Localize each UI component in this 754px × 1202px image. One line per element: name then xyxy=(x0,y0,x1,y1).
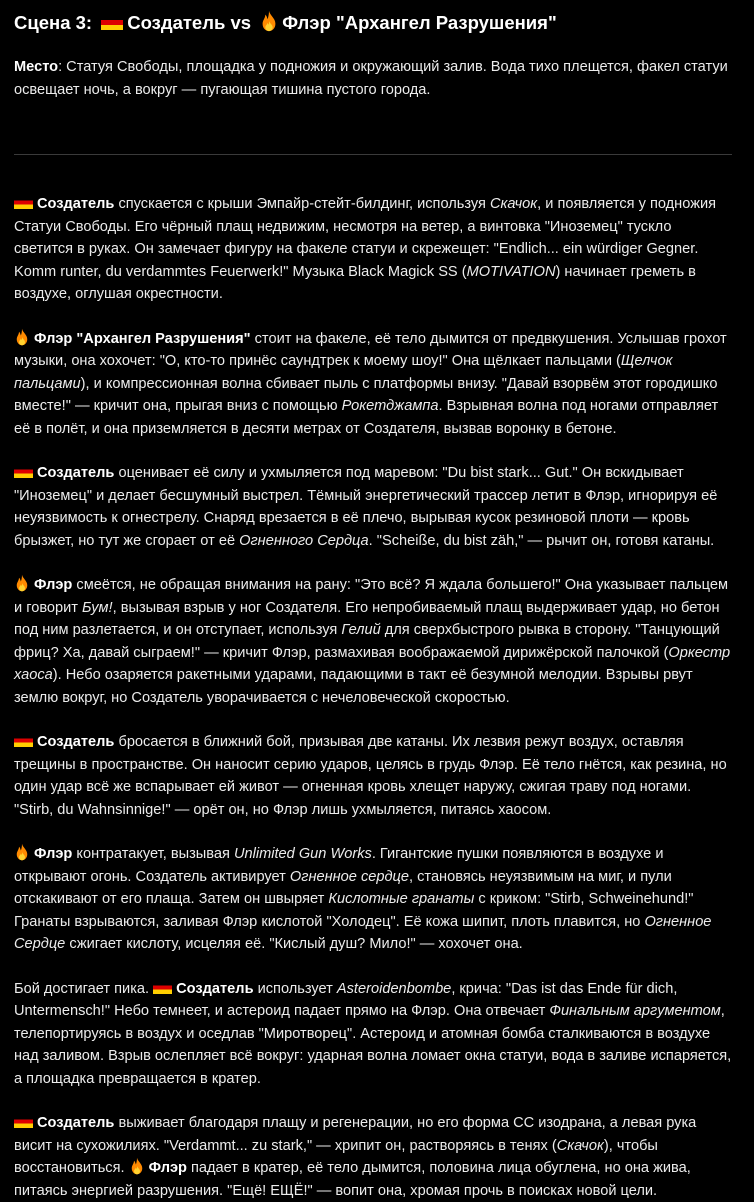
story-paragraph xyxy=(14,731,732,821)
story-text: ) начинает греметь в воздухе, оглушая окрестности. xyxy=(14,263,696,302)
ability-name: Огненное сердце xyxy=(289,868,410,885)
ability-name: Финальным аргументом xyxy=(549,1003,721,1019)
title-vs: vs xyxy=(230,12,252,33)
character-name: Создатель xyxy=(37,1115,115,1131)
story-text: бросается в ближний бой, призывая две катаны. Их лезвия режут воздух, оставляя трещины в пространстве. Он наносит серию ударов, целясь в грудь Флэр. Её тело гнётся, как резина, но один удар всё же вспарывает ей живот — огненная кровь хлещет наружу, сжигая траву под ногами. "Stirb, du Wahnsinnige!" — орёт он, но Флэр лишь ухмыляется, питаясь хаосом. xyxy=(14,734,727,818)
story-text: . Взрывная волна под ногами отправляет её в полёт, и она приземляется в десяти метрах от Создателя, вызвав воронку в бетоне. xyxy=(14,398,719,437)
story-text: ). Небо озаряется ракетными ударами, падающими в такт её безумной мелодии. Взрывы рвут землю вокруг, но Создатель уворачивается с нечеловеческой скоростью. xyxy=(14,667,693,706)
story-text: контратакует, вызывая xyxy=(72,846,234,862)
scene-title xyxy=(14,10,732,36)
character-name: Создатель xyxy=(37,465,115,481)
ability-name: Гелий xyxy=(341,622,381,638)
german-flag-icon xyxy=(101,15,123,30)
story-text: , телепортируясь в воздух и оседлав "Миротворец". Астероид и атомная бомба сталкиваются в воздухе над заливом. Взрыв ослепляет всё вокруг: ударная волна ломает окна статуи, вода в заливе испаряется, а площадка превращается в кратер. xyxy=(14,1003,732,1087)
ability-name: Скачок xyxy=(556,1137,604,1154)
german-flag-icon xyxy=(14,196,33,209)
story-body xyxy=(14,193,732,1202)
ability-name: Оркестр хаоса xyxy=(14,644,731,683)
german-flag-icon xyxy=(14,734,33,747)
story-text: оценивает её силу и ухмыляется под маревом: "Du bist stark... Gut." Он вскидывает "Иноземец" и делает бесшумный выстрел. Тёмный энергетический трассер летит в Флэр, игнорируя её неуязвимость к огнестрелу. Снаряд врезается в её плечо, вырывая кусок резиновой плоти — кровь брызжет, но тут же сгорает от её xyxy=(14,465,718,549)
story-text: стоит на факеле, её тело дымится от предвкушения. Услышав грохот музыки, она хохочет: "О, кто-то принёс саундтрек к моему шоу!" Она щёлкает пальцами ( xyxy=(14,330,727,369)
story-text: ), и компрессионная волна сбивает пыль с платформы внизу. "Давай взорвём этот городишко вместе!" — кричит она, прыгая вниз с помощью xyxy=(14,375,718,414)
ability-name: Бум! xyxy=(82,599,113,616)
fire-icon xyxy=(129,1157,145,1175)
story-text: для сверхбыстрого рывка в сторону. "Танцующий фриц? Ха, давай сыграем!" — кричит Флэр, размахивая воображаемой дирижёрской палочкой ( xyxy=(14,622,720,661)
character-name: Флэр "Архангел Разрушения" xyxy=(34,330,251,347)
ability-name: Скачок xyxy=(490,196,538,212)
fire-icon xyxy=(14,328,30,346)
fire-icon xyxy=(259,10,279,32)
character-name: Создатель xyxy=(37,734,115,750)
ability-name: Щелчок пальцами xyxy=(14,353,673,392)
title-hero2: Флэр "Архангел Разрушения" xyxy=(282,12,557,33)
character-name: Создатель xyxy=(37,196,115,212)
story-paragraph xyxy=(14,193,732,306)
title-hero1: Создатель xyxy=(127,12,226,33)
story-text: смеётся, не обращая внимания на рану: "Это всё? Я ждала большего!" Она указывает пальцем и говорит xyxy=(14,577,729,616)
german-flag-icon xyxy=(14,1115,33,1128)
story-paragraph xyxy=(14,978,732,1091)
story-text: использует xyxy=(253,980,337,997)
story-text: , крича: "Das ist das Ende für dich, Untermensch!" Небо темнеет, и астероид падает прямо на Флэр. Она отвечает xyxy=(14,980,678,1019)
story-text: , становясь неуязвимым на миг, и пули отскакивают от его плаща. Затем он швыряет xyxy=(14,868,672,907)
character-name: Флэр xyxy=(34,846,73,862)
divider xyxy=(14,154,732,155)
character-name: Флэр xyxy=(148,1160,187,1176)
german-flag-icon xyxy=(153,981,172,994)
location-line xyxy=(14,56,732,102)
story-paragraph xyxy=(14,1112,732,1202)
story-text: Бой достигает пика. xyxy=(14,980,154,997)
title-prefix: Сцена 3: xyxy=(14,12,93,33)
location-label: Место xyxy=(14,59,59,75)
ability-name: Кислотные гранаты xyxy=(328,891,475,907)
story-paragraph xyxy=(14,328,732,441)
story-paragraph xyxy=(14,574,732,709)
ability-name: Огненное Сердце xyxy=(14,913,712,952)
story-text: , и появляется у подножия Статуи Свободы. Его чёрный плащ недвижим, несмотря на ветер, а винтовка "Иноземец" тускло светится в руках. Он замечает фигуру на факеле статуи и скрежещет: "Endlich... ein würdiger Gegner. Komm runter, du verdammtes Feuerwerk!" Музыка Black Magick SS ( xyxy=(14,196,717,280)
ability-name: Рокетджампа xyxy=(341,398,439,414)
ability-name: Огненного Сердца xyxy=(239,532,369,549)
fire-icon xyxy=(14,843,30,861)
story-text: . Гигантские пушки появляются в воздухе и открывают огонь. Создатель активирует xyxy=(14,846,664,885)
character-name: Создатель xyxy=(176,980,254,997)
story-paragraph xyxy=(14,462,732,552)
ability-name: Asteroidenbombe xyxy=(336,980,452,997)
story-text: . "Scheiße, du bist zäh," — рычит он, готовя катаны. xyxy=(368,532,715,549)
story-text: выживает благодаря плащу и регенерации, но его форма СС изодрана, а левая рука висит на сухожилиях. "Verdammt... zu stark," — хрипит он, растворяясь в тенях ( xyxy=(14,1115,697,1154)
story-text: сжигает кислоту, исцеляя её. "Кислый душ? Мило!" — хохочет она. xyxy=(65,936,523,952)
story-text: ), чтобы восстановиться. xyxy=(14,1137,658,1176)
german-flag-icon xyxy=(14,465,33,478)
story-text: спускается с крыши Эмпайр-стейт-билдинг, используя xyxy=(114,196,490,212)
story-paragraph xyxy=(14,843,732,956)
location-text: : Статуя Свободы, площадка у подножия и окружающий залив. Вода тихо плещется, факел статуи освещает ночь, а вокруг — пугающая тишина пустого города. xyxy=(14,59,728,98)
story-text: с криком: "Stirb, Schweinehund!" Гранаты взрываются, заливая Флэр кислотой "Холодец". Её кожа шипит, плоть плавится, но xyxy=(14,891,694,930)
fire-icon xyxy=(14,574,30,592)
character-name: Флэр xyxy=(34,577,73,593)
ability-name: Unlimited Gun Works xyxy=(233,846,372,862)
ability-name: MOTIVATION xyxy=(466,263,556,280)
story-text: , вызывая взрыв у ног Создателя. Его непробиваемый плащ выдерживает удар, но бетон под ним разлетается, и он отступает, используя xyxy=(14,599,720,638)
story-text: падает в кратер, её тело дымится, половина лица обуглена, но она жива, питаясь энергией разрушения. "Ещё! ЕЩЁ!" — вопит она, хромая прочь в поисках новой цели. xyxy=(14,1160,691,1199)
